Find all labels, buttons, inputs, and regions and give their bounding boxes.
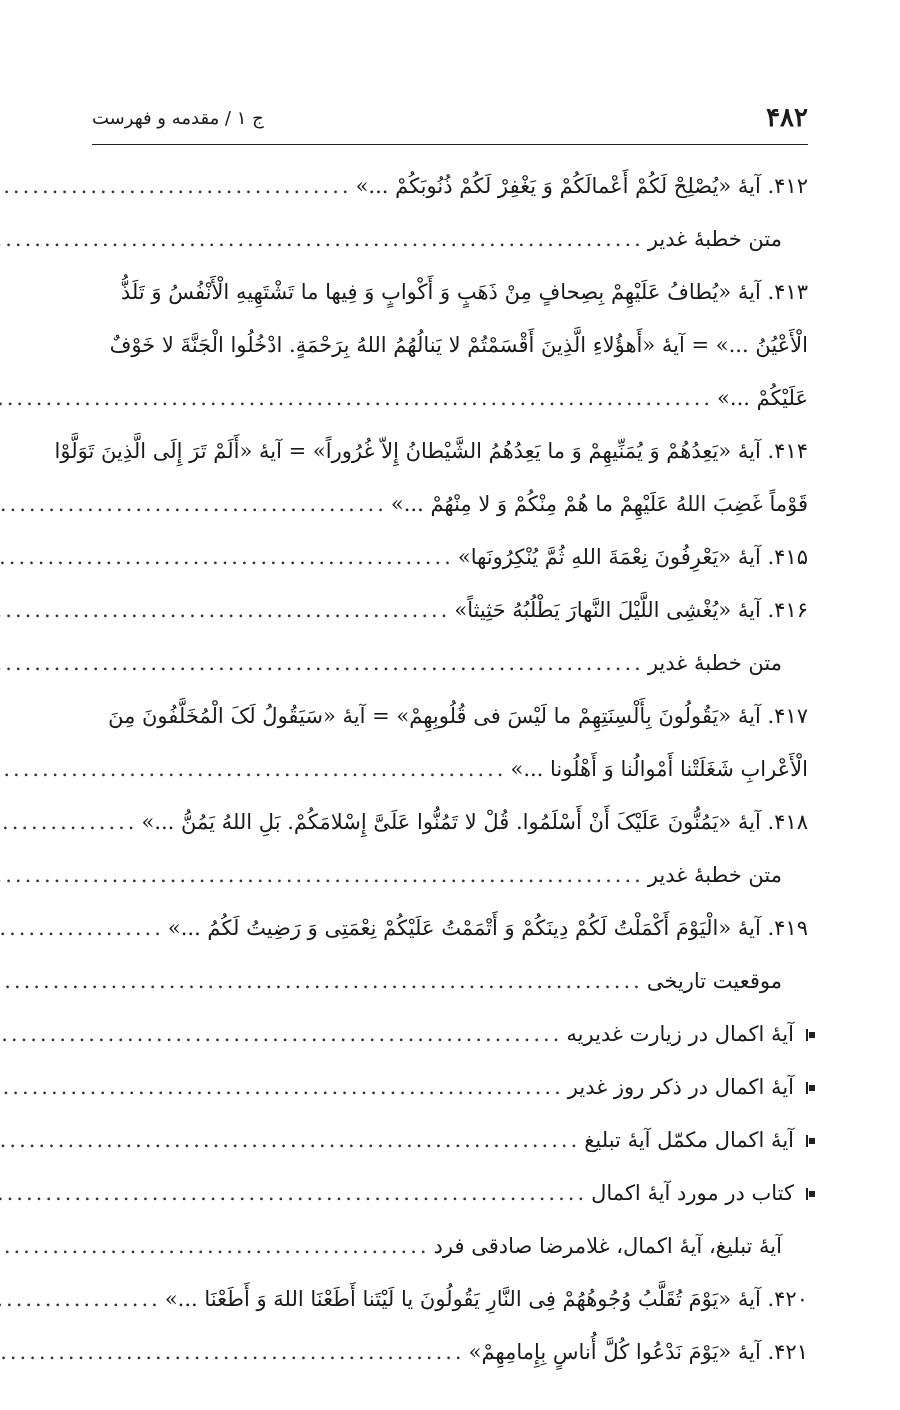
- toc-entry: [92, 1008, 808, 1061]
- toc-entry: [92, 1220, 808, 1273]
- toc-entry: [92, 266, 808, 319]
- toc-entry-title: آیهٔ اکمال در ذکر روز غدیر: [567, 1075, 794, 1099]
- toc-entry-title: متن خطبهٔ غدیر: [647, 863, 782, 887]
- dot-leader: [0, 176, 352, 197]
- toc-entry-title: آیهٔ تبلیغ، آیهٔ اکمال، غلامرضا صادقی فرد: [433, 1234, 782, 1258]
- dot-leader: [0, 388, 713, 409]
- dot-leader: [0, 1130, 580, 1151]
- toc-entry: [92, 319, 808, 372]
- toc-entry: [92, 1114, 808, 1167]
- toc-entry: [92, 1061, 808, 1114]
- toc-entry-title: الْأَعْرابِ شَغَلَتْنا أَمْوالُنا وَ أَهْلُونا ...»: [510, 757, 808, 781]
- toc-entry: [54, 425, 808, 478]
- square-bullet-icon: [806, 1029, 808, 1041]
- toc-entry: [92, 637, 808, 690]
- toc-entry-title: متن خطبهٔ غدیر: [647, 227, 782, 251]
- page-header: [92, 100, 808, 136]
- dot-leader: [0, 759, 506, 780]
- dot-leader: [0, 971, 643, 992]
- square-bullet-icon: [806, 1082, 808, 1094]
- dot-leader: [0, 494, 387, 515]
- dot-leader: [0, 865, 644, 886]
- dot-leader: [0, 1236, 430, 1257]
- toc-entry: [92, 690, 808, 743]
- toc-entry: [92, 372, 808, 425]
- toc-entry-title: ۴۲۱. آیهٔ «یَوْمَ نَدْعُوا کُلَّ أُناسٍ بِإِمامِهِمْ»: [468, 1340, 808, 1364]
- toc-entry-title: آیهٔ اکمال در زیارت غدیریه: [566, 1022, 794, 1046]
- toc-entry-title: ۴۱۷. آیهٔ «یَقُولُونَ بِأَلْسِنَتِهِمْ ما لَیْسَ فی قُلُوبِهِمْ» = آیهٔ «سَیَقُولُ لَکَ الْمُخَلَّفُونَ مِنَ: [108, 704, 808, 728]
- dot-leader: [0, 1342, 465, 1363]
- toc-entry: [92, 160, 808, 213]
- toc-entry: [92, 902, 808, 955]
- page-number: ۴۸۲: [766, 103, 808, 133]
- header-rule: [92, 144, 808, 145]
- dot-leader: [0, 547, 454, 568]
- toc-entry-title: ۴۱۲. آیهٔ «یُصْلِحْ لَکُمْ أَعْمالَکُمْ وَ یَغْفِرْ لَکُمْ ذُنُوبَکُمْ ...»: [355, 174, 808, 198]
- dot-leader: [0, 812, 137, 833]
- dot-leader: [0, 229, 644, 250]
- toc-entry: [92, 743, 808, 796]
- toc-entry: [92, 531, 808, 584]
- dot-leader: [0, 1077, 564, 1098]
- toc-entry: [92, 1273, 808, 1326]
- toc-entry-title: موقعیت تاریخی: [646, 969, 782, 993]
- toc-entry-title: ۴۱۳. آیهٔ «یُطافُ عَلَیْهِمْ بِصِحافٍ مِنْ ذَهَبٍ وَ أَکْوابٍ وَ فِیها ما تَشْتَهِیهِ الْأَنْفُسُ وَ تَلَذُّ: [120, 280, 808, 304]
- toc-entry-title: آیهٔ اکمال مکمّل آیهٔ تبلیغ: [584, 1128, 794, 1152]
- dot-leader: [0, 653, 644, 674]
- toc-entry-title: متن خطبهٔ غدیر: [647, 651, 782, 675]
- toc-entry-title: قَوْماً غَضِبَ اللهُ عَلَیْهِمْ ما هُمْ مِنْکُمْ وَ لا مِنْهُمْ ...»: [390, 492, 808, 516]
- toc-entry-title: عَلَیْکُمْ ...»: [717, 386, 808, 410]
- toc-entry-title: کتاب در مورد آیهٔ اکمال: [591, 1181, 794, 1205]
- toc-entry: [92, 1167, 808, 1220]
- toc-entry: [92, 849, 808, 902]
- dot-leader: [0, 1183, 587, 1204]
- dot-leader: [0, 918, 164, 939]
- dot-leader: [0, 600, 450, 621]
- toc-entry-title: ۴۱۸. آیهٔ «یَمُنُّونَ عَلَیْکَ أَنْ أَسْلَمُوا. قُلْ لا تَمُنُّوا عَلَیَّ إِسْلامَکُمْ. بَلِ اللهُ یَمُنُّ ...»: [141, 810, 808, 834]
- toc-entry: [92, 584, 808, 637]
- toc-entry: [92, 955, 808, 1008]
- toc-entry-title: ۴۱۴. آیهٔ «یَعِدُهُمْ وَ یُمَنِّیهِمْ وَ ما یَعِدُهُمُ الشَّیْطانُ إِلاّ غُرُوراً» = آیهٔ «أَلَمْ تَرَ إِلَی الَّذِینَ تَوَلَّوْا: [54, 439, 808, 463]
- running-title: ج ۱ / مقدمه و فهرست: [92, 107, 264, 129]
- dot-leader: [0, 1024, 562, 1045]
- toc-entry-title: الْأَعْیُنُ ...» = آیهٔ «أَهؤُلاءِ الَّذِینَ أَقْسَمْتُمْ لا یَنالُهُمُ اللهُ بِرَحْمَةٍ. ادْخُلُوا الْجَنَّةَ لا خَوْفٌ: [109, 333, 808, 357]
- square-bullet-icon: [806, 1135, 808, 1147]
- dot-leader: [0, 1289, 161, 1310]
- toc-entry-title: ۴۱۵. آیهٔ «یَعْرِفُونَ نِعْمَةَ اللهِ ثُمَّ یُنْکِرُونَها»: [457, 545, 808, 569]
- toc-entry: [92, 478, 808, 531]
- toc-entry: [92, 213, 808, 266]
- table-of-contents: [54, 160, 808, 1379]
- toc-entry-title: ۴۲۰. آیهٔ «یَوْمَ تُقَلَّبُ وُجُوهُهُمْ فِی النَّارِ یَقُولُونَ یا لَیْتَنا أَطَعْنَا اللهَ وَ أَطَعْنَا ...»: [164, 1287, 808, 1311]
- toc-entry-title: ۴۱۹. آیهٔ «الْیَوْمَ أَکْمَلْتُ لَکُمْ دِینَکُمْ وَ أَتْمَمْتُ عَلَیْکُمْ نِعْمَتِی وَ رَضِیتُ لَکُمُ ...»: [167, 916, 808, 940]
- toc-entry: [92, 1326, 808, 1379]
- square-bullet-icon: [806, 1188, 808, 1200]
- toc-entry: [92, 796, 808, 849]
- toc-entry-title: ۴۱۶. آیهٔ «یُغْشِی اللَّیْلَ النَّهارَ یَطْلُبُهُ حَثِیثاً»: [454, 598, 808, 622]
